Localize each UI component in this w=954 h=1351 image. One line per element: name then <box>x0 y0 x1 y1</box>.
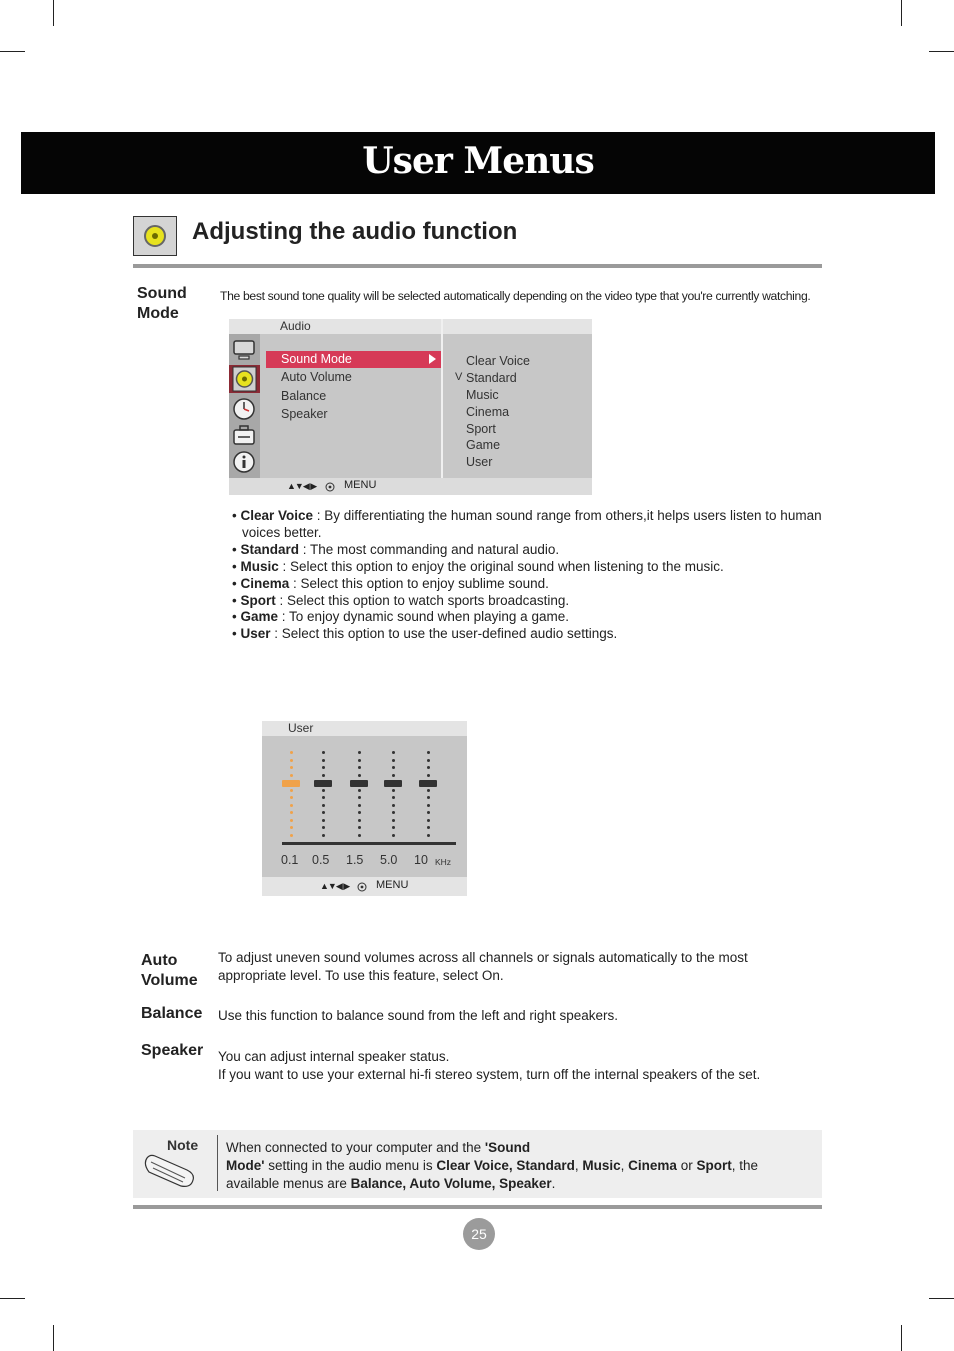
eq-track-dot <box>392 759 395 762</box>
arrow-right-icon <box>429 354 436 364</box>
clock-icon[interactable] <box>232 397 256 421</box>
eq-track-dot <box>322 774 325 777</box>
monitor-icon[interactable] <box>232 338 256 362</box>
eq-track-dot <box>290 826 293 829</box>
crop-mark <box>53 1325 54 1351</box>
eq-track-dot <box>427 751 430 754</box>
speaker-heading: Speaker <box>141 1042 204 1059</box>
eq-nav-bar <box>262 877 467 896</box>
eq-track-dot <box>358 774 361 777</box>
eq-track-dot <box>358 826 361 829</box>
eq-track-dot <box>322 819 325 822</box>
eq-band-label: 0.5 <box>312 853 330 867</box>
eq-slider-knob[interactable] <box>384 780 402 787</box>
eq-track-dot <box>358 811 361 814</box>
eq-track-dot <box>392 826 395 829</box>
eq-band-label: 0.1 <box>281 853 299 867</box>
balance-text: Use this function to balance sound from the left and right speakers. <box>218 1008 618 1023</box>
auto-volume-text: To adjust uneven sound volumes across all channels or signals automatically to the most appropriate level. To use this feature, select On. <box>218 950 748 983</box>
note-box <box>133 1130 822 1198</box>
eq-track-dot <box>322 751 325 754</box>
eq-slider-knob[interactable] <box>350 780 368 787</box>
eq-band-label: 5.0 <box>380 853 398 867</box>
menu-label: MENU <box>344 479 377 491</box>
menu-item-balance[interactable]: Balance <box>281 389 327 403</box>
eq-track-dot <box>322 796 325 799</box>
eq-track-dot <box>322 834 325 837</box>
nav-arrows-icon: ▲▼◀ ▶ <box>287 481 317 491</box>
sound-mode-lead: The best sound tone quality will be selected automatically depending on the video type that you're currently watching. <box>220 289 811 303</box>
auto-volume-heading: Auto Volume <box>141 952 198 989</box>
eq-track-dot <box>427 834 430 837</box>
list-item: • Clear Voice : By differentiating the human sound range from others,it helps users listen to human <box>232 508 822 523</box>
check-mark: V <box>455 371 463 383</box>
select-icon <box>325 482 335 492</box>
crop-mark <box>53 0 54 26</box>
note-heading: Note <box>167 1137 199 1153</box>
footer-rule <box>133 1205 822 1209</box>
eq-track-dot <box>427 774 430 777</box>
list-item: • Music : Select this option to enjoy the original sound when listening to the music. <box>232 558 724 574</box>
eq-unit: KHz <box>435 857 452 867</box>
list-item: • Game : To enjoy dynamic sound when playing a game. <box>232 609 569 625</box>
list-item: voices better. <box>242 524 322 540</box>
eq-track-dot <box>290 774 293 777</box>
eq-track-dot <box>322 811 325 814</box>
eq-track-dot <box>290 759 293 762</box>
page-title: User Menus <box>362 140 594 182</box>
eq-track-dot <box>392 819 395 822</box>
eq-track-dot <box>358 789 361 792</box>
eq-baseline <box>282 842 456 845</box>
eq-track-dot <box>290 804 293 807</box>
speaker-icon[interactable] <box>229 365 260 393</box>
toolbox-icon[interactable] <box>232 423 256 447</box>
section-title: Adjusting the audio function <box>192 218 518 245</box>
sound-mode-heading: Sound Mode <box>137 285 187 322</box>
crop-mark <box>901 0 902 26</box>
crop-mark <box>929 51 954 52</box>
eq-track-dot <box>427 759 430 762</box>
osd-title: Audio <box>280 319 311 333</box>
eq-track-dot <box>392 789 395 792</box>
eq-track-dot <box>392 804 395 807</box>
menu-label: MENU <box>376 879 409 891</box>
eq-track-dot <box>427 826 430 829</box>
eq-track-dot <box>290 796 293 799</box>
eq-title: User <box>288 721 314 735</box>
eq-track-dot <box>358 796 361 799</box>
eq-track-dot <box>290 811 293 814</box>
eq-band-label: 10 <box>414 853 428 867</box>
sound-mode-list <box>232 508 832 643</box>
eq-track-dot <box>358 834 361 837</box>
crop-mark <box>929 1298 954 1299</box>
nav-arrows-icon: ▲▼◀ ▶ <box>320 881 350 891</box>
osd-title-bar <box>229 319 592 334</box>
option-standard[interactable]: Standard <box>466 371 517 385</box>
eq-track-dot <box>427 804 430 807</box>
eq-track-dot <box>322 759 325 762</box>
menu-item-speaker[interactable]: Speaker <box>281 407 328 421</box>
eq-track-dot <box>322 766 325 769</box>
eq-slider-knob[interactable] <box>419 780 437 787</box>
eq-track-dot <box>427 789 430 792</box>
osd-nav-bar <box>229 478 592 495</box>
list-item: • Cinema : Select this option to enjoy sublime sound. <box>232 575 549 591</box>
option-user[interactable]: User <box>466 455 493 469</box>
osd-divider <box>441 319 443 495</box>
balance-heading: Balance <box>141 1005 203 1022</box>
user-eq-osd <box>262 721 467 896</box>
eq-slider-knob[interactable] <box>282 780 300 787</box>
eq-slider-knob[interactable] <box>314 780 332 787</box>
eq-track-dot <box>427 811 430 814</box>
eq-track-dot <box>358 766 361 769</box>
eq-track-dot <box>322 789 325 792</box>
list-item: • User : Select this option to use the user-defined audio settings. <box>232 626 618 642</box>
crop-mark <box>901 1325 902 1351</box>
menu-item-auto-volume[interactable]: Auto Volume <box>281 370 352 384</box>
crop-mark <box>0 51 25 52</box>
eq-track-dot <box>427 766 430 769</box>
eq-track-dot <box>358 759 361 762</box>
eq-track-dot <box>290 819 293 822</box>
eq-track-dot <box>322 826 325 829</box>
eq-track-dot <box>290 789 293 792</box>
menu-item-sound-mode[interactable]: Sound Mode <box>266 351 441 368</box>
eq-track-dot <box>392 796 395 799</box>
speaker-text: You can adjust internal speaker status. If you want to use your external hi-fi stereo system, turn off the internal speakers of the set. <box>218 1049 761 1082</box>
audio-osd-menu <box>229 319 592 495</box>
list-item: • Standard : The most commanding and natural audio. <box>232 541 560 557</box>
eq-track-dot <box>392 766 395 769</box>
eq-track-dot <box>290 751 293 754</box>
eq-band-label: 1.5 <box>346 853 364 867</box>
eq-track-dot <box>290 766 293 769</box>
crop-mark <box>0 1298 25 1299</box>
option-game[interactable]: Game <box>466 438 501 452</box>
option-music[interactable]: Music <box>466 388 499 402</box>
title-banner <box>21 132 935 194</box>
info-icon[interactable] <box>232 450 256 474</box>
eq-track-dot <box>392 834 395 837</box>
eq-track-dot <box>427 796 430 799</box>
page-number: 25 <box>463 1218 495 1250</box>
option-clear-voice[interactable]: Clear Voice <box>466 354 530 368</box>
eq-track-dot <box>358 819 361 822</box>
eq-track-dot <box>358 751 361 754</box>
eq-track-dot <box>392 811 395 814</box>
speaker-icon <box>133 216 177 256</box>
select-icon <box>357 882 367 892</box>
eq-track-dot <box>427 819 430 822</box>
eq-track-dot <box>358 804 361 807</box>
note-text: When connected to your computer and the 'Sound Mode' setting in the audio menu is Clear Voice, Standard, Music, Cinema or Sport, the available menus are Balance, Auto Volume, Speaker. <box>226 1140 758 1191</box>
eq-track-dot <box>322 804 325 807</box>
option-sport[interactable]: Sport <box>466 422 496 436</box>
osd-icon-column <box>229 334 260 478</box>
eq-title-bar <box>262 721 467 736</box>
option-cinema[interactable]: Cinema <box>466 405 510 419</box>
section-rule <box>133 264 822 268</box>
eq-track-dot <box>392 774 395 777</box>
eq-track-dot <box>392 751 395 754</box>
list-item: • Sport : Select this option to watch sports broadcasting. <box>232 592 570 608</box>
note-divider <box>217 1135 218 1191</box>
eq-track-dot <box>290 834 293 837</box>
